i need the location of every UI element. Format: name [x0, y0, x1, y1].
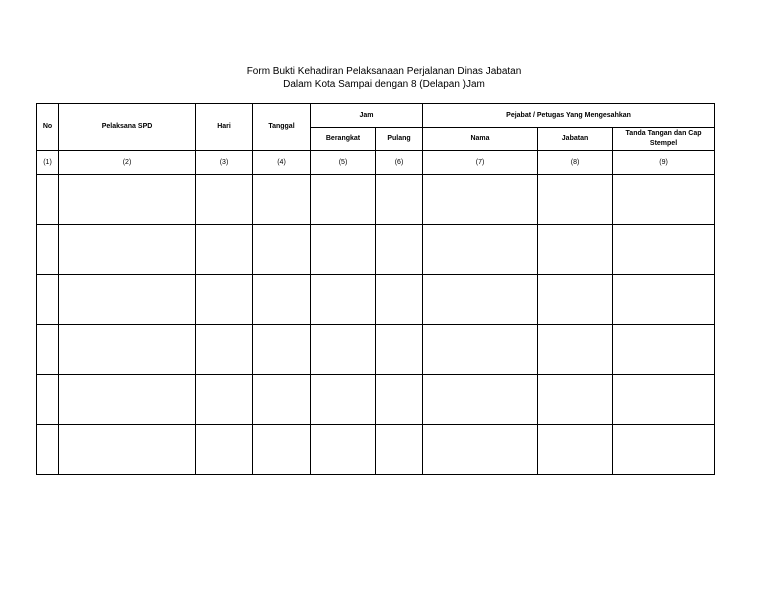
column-number: (1) [37, 151, 59, 175]
column-number: (3) [196, 151, 253, 175]
table-cell [613, 425, 715, 475]
header-hari: Hari [196, 104, 253, 151]
column-number: (5) [311, 151, 376, 175]
table-cell [311, 225, 376, 275]
table-cell [37, 375, 59, 425]
form-title-line-1: Form Bukti Kehadiran Pelaksanaan Perjalanan Dinas Jabatan [246, 66, 522, 77]
table-cell [37, 275, 59, 325]
table-row [37, 425, 715, 475]
table-cell [59, 275, 196, 325]
table-cell [311, 275, 376, 325]
table-cell [311, 175, 376, 225]
column-number: (6) [376, 151, 423, 175]
table-cell [613, 175, 715, 225]
table-row [37, 225, 715, 275]
table-cell [253, 425, 311, 475]
header-tanggal: Tanggal [253, 104, 311, 151]
header-pelaksana-spd: Pelaksana SPD [59, 104, 196, 151]
table-cell [538, 325, 613, 375]
table-cell [423, 175, 538, 225]
table-cell [613, 375, 715, 425]
table-cell [376, 275, 423, 325]
column-number: (4) [253, 151, 311, 175]
table-cell [253, 175, 311, 225]
table-cell [253, 225, 311, 275]
table-cell [538, 275, 613, 325]
attendance-table [36, 103, 715, 475]
table-row [37, 325, 715, 375]
column-number-row [37, 151, 715, 175]
column-number: (2) [59, 151, 196, 175]
table-cell [37, 425, 59, 475]
table-cell [613, 275, 715, 325]
table-cell [376, 375, 423, 425]
header-pulang: Pulang [376, 128, 423, 151]
table-cell [37, 225, 59, 275]
table-row [37, 175, 715, 225]
table-cell [376, 175, 423, 225]
table-cell [423, 325, 538, 375]
table-cell [423, 425, 538, 475]
table-cell [59, 325, 196, 375]
table-cell [59, 425, 196, 475]
header-pejabat: Pejabat / Petugas Yang Mengesahkan [423, 104, 715, 128]
header-nama: Nama [423, 128, 538, 151]
table-cell [311, 325, 376, 375]
form-title-line-2: Dalam Kota Sampai dengan 8 (Delapan )Jam [283, 79, 485, 90]
table-cell [59, 375, 196, 425]
table-cell [196, 225, 253, 275]
table-cell [196, 375, 253, 425]
table-cell [196, 275, 253, 325]
header-jam: Jam [311, 104, 423, 128]
table-cell [538, 175, 613, 225]
column-number: (7) [423, 151, 538, 175]
table-cell [311, 425, 376, 475]
table-cell [37, 175, 59, 225]
table-cell [59, 175, 196, 225]
column-number: (8) [538, 151, 613, 175]
table-cell [423, 225, 538, 275]
table-cell [253, 275, 311, 325]
table-cell [37, 325, 59, 375]
table-body [37, 175, 715, 475]
table-cell [376, 425, 423, 475]
table-cell [423, 275, 538, 325]
table-cell [613, 325, 715, 375]
header-no: No [37, 104, 59, 151]
table-row [37, 375, 715, 425]
table-row [37, 275, 715, 325]
header-jabatan: Jabatan [538, 128, 613, 151]
header-tanda-tangan: Tanda Tangan dan Cap Stempel [613, 128, 715, 151]
table-cell [311, 375, 376, 425]
table-cell [196, 425, 253, 475]
column-number: (9) [613, 151, 715, 175]
table-cell [376, 325, 423, 375]
table-cell [613, 225, 715, 275]
table-cell [376, 225, 423, 275]
table-cell [538, 425, 613, 475]
header-berangkat: Berangkat [311, 128, 376, 151]
table-cell [538, 375, 613, 425]
table-cell [196, 175, 253, 225]
table-cell [59, 225, 196, 275]
table-cell [538, 225, 613, 275]
table-cell [423, 375, 538, 425]
table-cell [253, 325, 311, 375]
table-cell [253, 375, 311, 425]
table-cell [196, 325, 253, 375]
